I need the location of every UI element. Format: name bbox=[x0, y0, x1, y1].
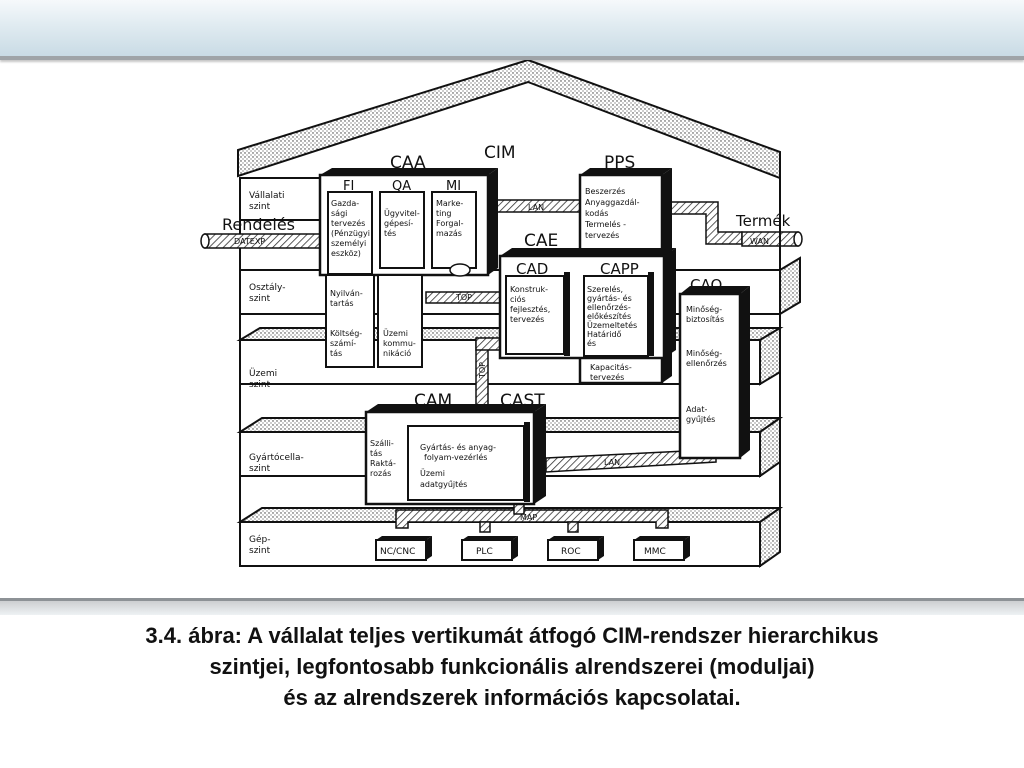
capp-title: CAPP bbox=[600, 260, 639, 278]
caption-line-1: 3.4. ábra: A vállalat teljes vertikumát átfogó CIM-rendszer hierarchikus bbox=[145, 623, 879, 648]
device-label-plc: PLC bbox=[476, 547, 493, 557]
cae-title: CAE bbox=[524, 231, 559, 251]
pps-text: Beszerzés Anyaggazdál-kodás Termelés -tervezés bbox=[585, 187, 640, 240]
level-label-machine: Gép-szint bbox=[249, 535, 271, 556]
level-label-department: Osztály-szint bbox=[249, 283, 286, 304]
level-label-cell: Gyártócella-szint bbox=[249, 453, 304, 474]
figure-caption bbox=[0, 620, 1024, 713]
caa-col-qa: QA bbox=[392, 179, 412, 194]
cim-diagram bbox=[0, 60, 1024, 595]
bus-label-top-b: TOP bbox=[478, 361, 487, 378]
product-output-label: Termék bbox=[736, 212, 791, 230]
cast-data-text: Üzemi adatgyűjtés bbox=[420, 469, 468, 489]
pps-capacity-text: Kapacitás-tervezés bbox=[590, 363, 632, 382]
bus-label-lan-bottom: LAN bbox=[604, 458, 621, 467]
caa-col-fi: FI bbox=[343, 179, 355, 194]
divider-band bbox=[0, 598, 1024, 615]
caa-qa-text: Ügyvitel-gépesí-tés bbox=[384, 209, 420, 238]
caa-title: CAA bbox=[390, 153, 426, 173]
bus-label-top-a: TOP bbox=[456, 293, 473, 302]
caa-cost-text: Költség-számí-tás bbox=[330, 329, 363, 358]
level-label-company: Vállalati szint bbox=[249, 191, 285, 212]
cam-title: CAM bbox=[414, 391, 453, 411]
device-label-mmc: MMC bbox=[644, 547, 666, 557]
cad-text: Konstruk-ciós fejlesztés, tervezés bbox=[510, 285, 551, 324]
caa-fi-text: Gazda-sági tervezés (Pénzügyi személyi eszköz) bbox=[331, 199, 370, 258]
caq-data-text: Adat-gyűjtés bbox=[686, 405, 716, 424]
bus-label-wan: WAN bbox=[750, 237, 769, 246]
caa-col-mi: MI bbox=[446, 179, 462, 194]
bus-label-datex: DATEXP bbox=[234, 237, 266, 246]
order-input-label: Rendelés bbox=[222, 215, 296, 234]
caa-register-text: Nyilván-tartás bbox=[330, 289, 363, 308]
bus-label-lan-top: LAN bbox=[528, 203, 545, 212]
header-band bbox=[0, 0, 1024, 60]
caption-line-2: szintjei, legfontosabb funkcionális alrendszerei (moduljai) bbox=[209, 654, 815, 679]
caq-assurance-text: Minőség-biztosítás bbox=[686, 305, 725, 324]
cad-title: CAD bbox=[516, 260, 549, 278]
caq-control-text: Minőség-ellenőrzés bbox=[686, 349, 727, 368]
bus-label-map: MAP bbox=[520, 513, 538, 522]
device-label-roc: ROC bbox=[561, 547, 581, 557]
caa-mi-text: Marke-ting Forgal-mazás bbox=[436, 199, 464, 238]
device-label-nc-cnc: NC/CNC bbox=[380, 547, 416, 557]
cam-transport-text: Szálli-tás Raktá-rozás bbox=[370, 439, 396, 478]
pps-title: PPS bbox=[604, 153, 636, 173]
caa-comm-text: Üzemi kommu-nikáció bbox=[383, 329, 416, 358]
roof-label: CIM bbox=[484, 143, 516, 163]
caption-line-3: és az alrendszerek információs kapcsolatai. bbox=[283, 685, 741, 710]
level-label-plant: Üzemi szint bbox=[249, 369, 278, 390]
cast-control-text: Gyártás- és anyag-folyam-vezérlés bbox=[420, 443, 496, 462]
capp-text: Szerelés, gyártás- és ellenőrzés-előkészítés Üzemeltetés Határidő és bbox=[587, 285, 638, 348]
cast-title: CAST bbox=[500, 391, 545, 411]
caq-title: CAQ bbox=[690, 276, 723, 294]
